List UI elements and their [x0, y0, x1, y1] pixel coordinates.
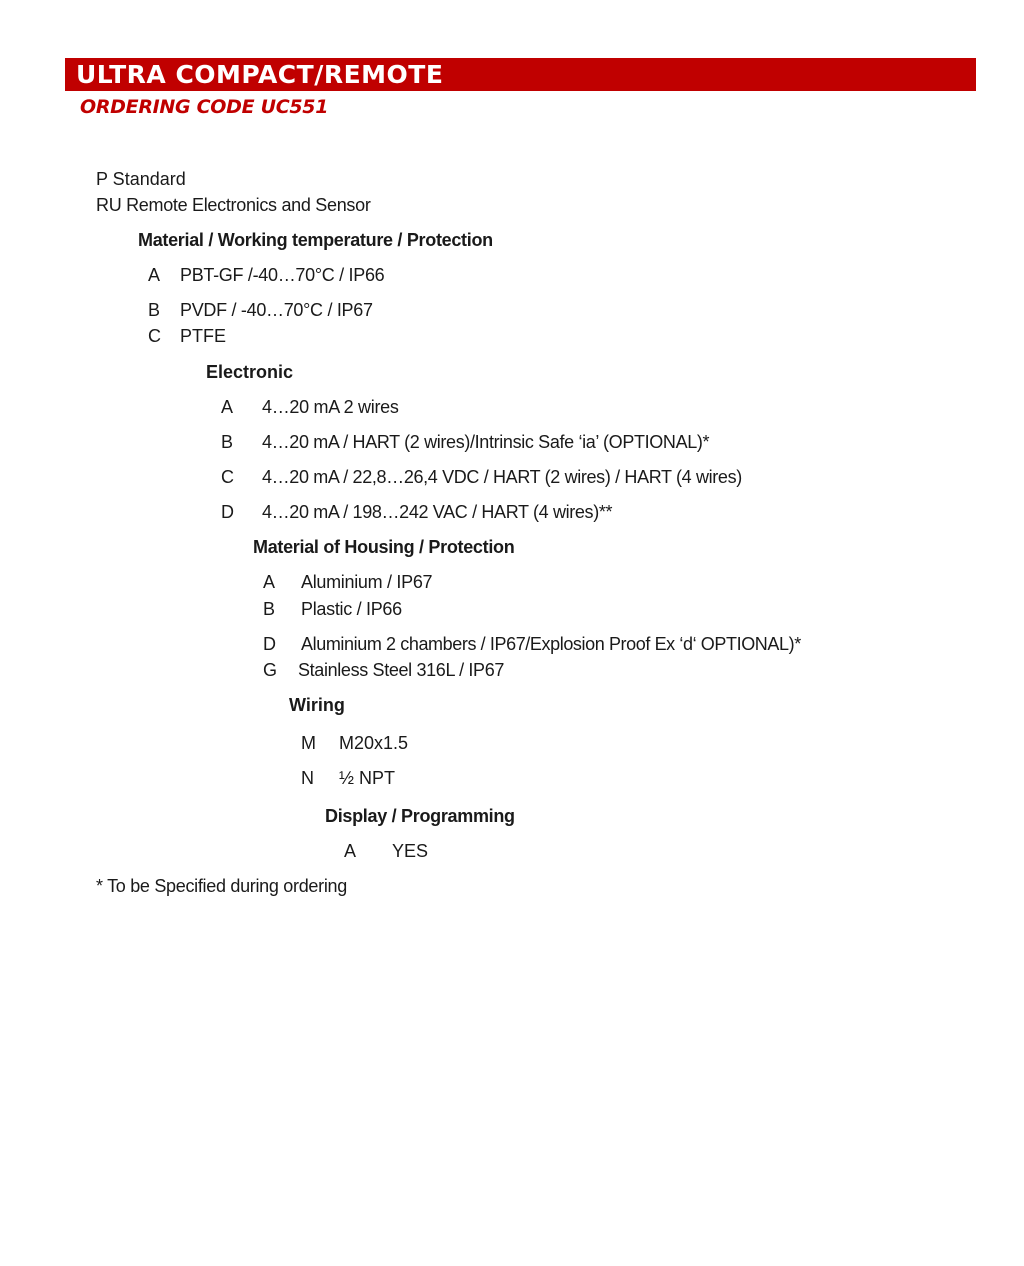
housing-label-d: Aluminium 2 chambers / IP67/Explosion Proof Ex ‘d‘ OPTIONAL)* [301, 634, 801, 654]
material-label-c: PTFE [180, 326, 227, 346]
material-code-a: A [148, 265, 161, 285]
electronic-code-c: C [221, 467, 234, 487]
type-option-remote: RU Remote Electronics and Sensor [96, 195, 371, 215]
wiring-heading: Wiring [289, 695, 345, 715]
housing-code-a: A [263, 572, 276, 592]
electronic-label-d: 4…20 mA / 198…242 VAC / HART (4 wires)** [262, 502, 613, 522]
type-option-standard: P Standard [96, 169, 186, 189]
electronic-code-d: D [221, 502, 234, 522]
housing-code-d: D [263, 634, 276, 654]
electronic-label-c: 4…20 mA / 22,8…26,4 VDC / HART (2 wires) / HART (4 wires) [262, 467, 742, 487]
electronic-heading: Electronic [206, 362, 294, 382]
material-heading: Material / Working temperature / Protection [138, 230, 493, 250]
material-label-b: PVDF / -40…70°C / IP67 [180, 300, 373, 320]
electronic-label-b: 4…20 mA / HART (2 wires)/Intrinsic Safe ‘ia’ (OPTIONAL)* [262, 432, 710, 452]
display-heading: Display / Programming [325, 806, 515, 826]
housing-heading: Material of Housing / Protection [253, 537, 515, 557]
material-code-b: B [148, 300, 161, 320]
footnote: * To be Specified during ordering [96, 876, 347, 896]
display-label-a: YES [392, 841, 429, 861]
title-banner [65, 58, 976, 91]
housing-code-b: B [263, 599, 276, 619]
wiring-code-m: M [301, 733, 316, 753]
electronic-code-a: A [221, 397, 234, 417]
electronic-code-b: B [221, 432, 234, 452]
housing-label-b: Plastic / IP66 [301, 599, 402, 619]
display-code-a: A [344, 841, 357, 861]
wiring-label-m: M20x1.5 [339, 733, 409, 753]
page-title: ULTRA COMPACT/REMOTE [76, 60, 444, 89]
wiring-code-n: N [301, 768, 314, 788]
wiring-label-n: ½ NPT [339, 768, 396, 788]
housing-code-g: G [263, 660, 278, 680]
material-code-c: C [148, 326, 161, 346]
electronic-label-a: 4…20 mA 2 wires [262, 397, 399, 417]
ordering-code-subtitle: ORDERING CODE UC551 [80, 96, 329, 118]
housing-label-a: Aluminium / IP67 [301, 572, 433, 592]
housing-label-g: Stainless Steel 316L / IP67 [298, 660, 505, 680]
material-label-a: PBT-GF /-40…70°C / IP66 [180, 265, 385, 285]
